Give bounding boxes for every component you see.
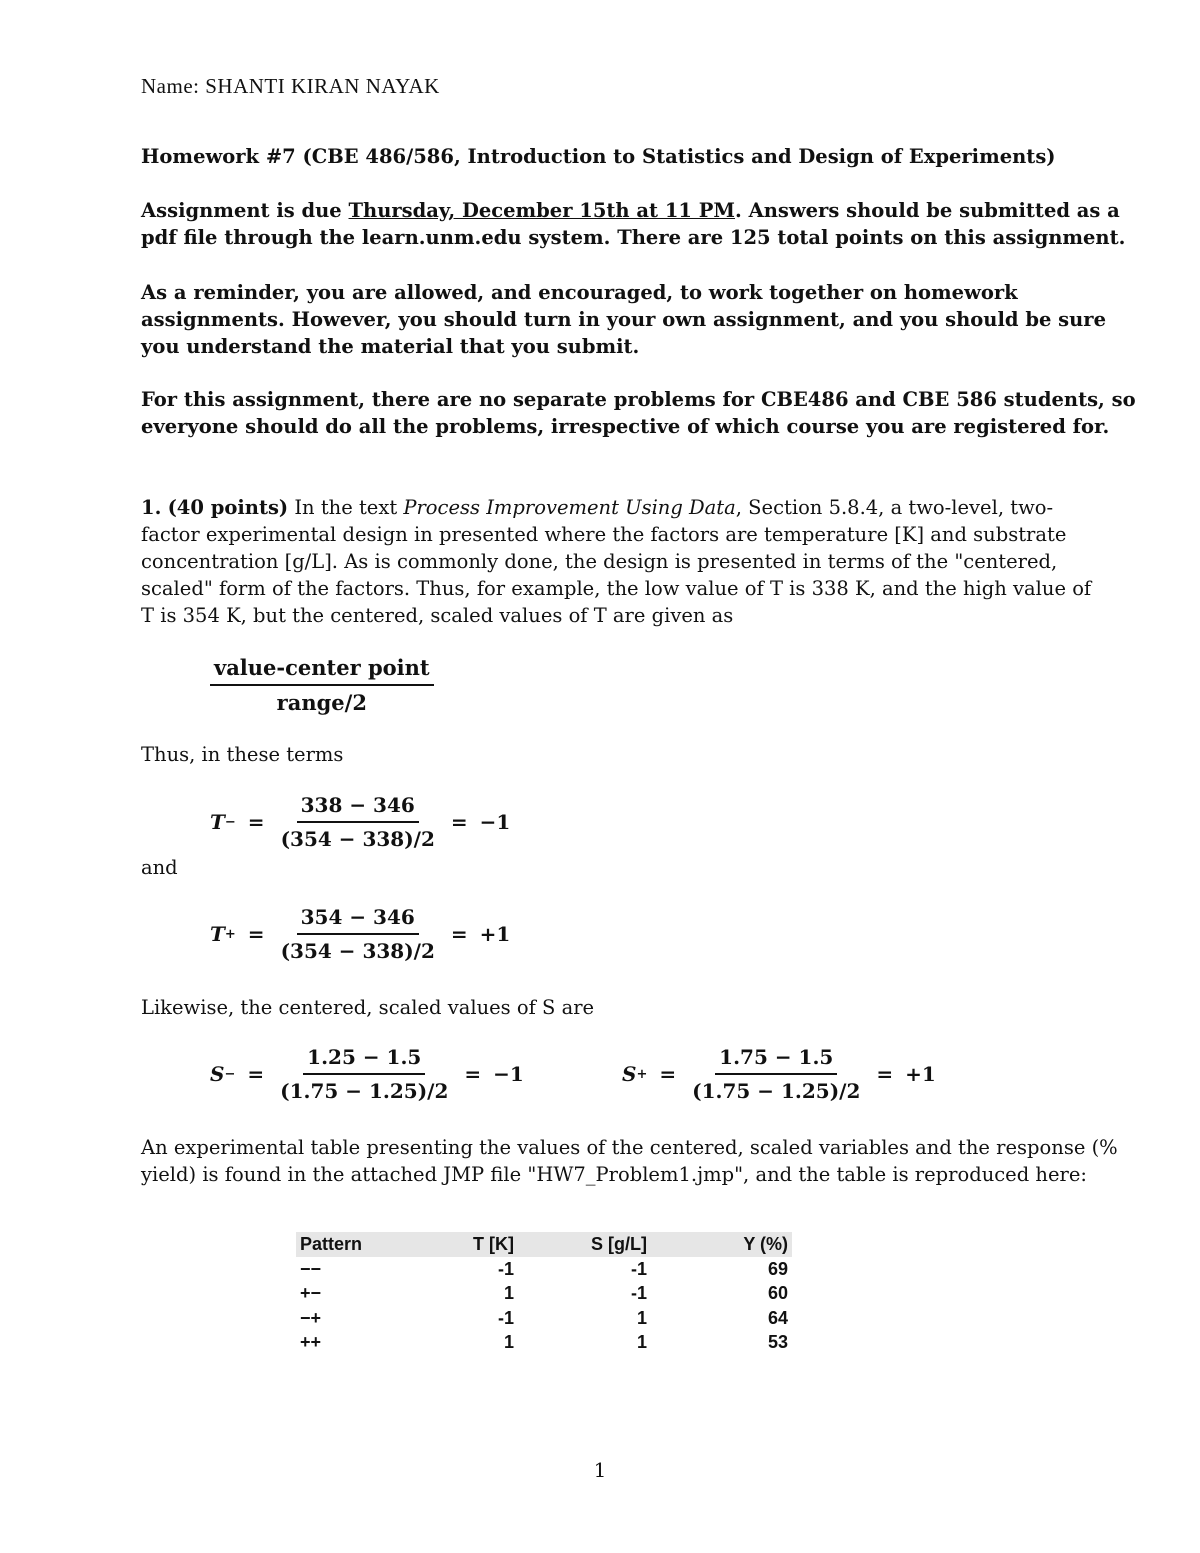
table-header-row <box>296 1232 792 1257</box>
table-row <box>296 1330 792 1355</box>
table-cell: 1 <box>503 1332 514 1352</box>
due-line-1 <box>141 197 1120 224</box>
eq-sub: − <box>224 1066 236 1082</box>
homework-title: Homework #7 (CBE 486/586, Introduction to Statistics and Design of Experiments) <box>141 145 1056 168</box>
eq-var: S <box>622 1062 637 1086</box>
problem1-text-b: , Section 5.8.4, a two-level, two- <box>735 496 1054 519</box>
eq-denominator: (1.75 − 1.25)/2 <box>280 1079 449 1103</box>
reminder-line-3: you understand the material that you submit. <box>141 335 640 358</box>
table-row <box>296 1306 792 1331</box>
eq-sub: + <box>224 926 236 942</box>
book-title: Process Improvement Using Data <box>403 496 736 519</box>
eq-denominator: (354 − 338)/2 <box>280 827 435 851</box>
formula-numerator: value-center point <box>210 655 434 686</box>
table-cell: 1 <box>636 1332 647 1352</box>
table-row <box>296 1281 792 1306</box>
eq-result: +1 <box>479 922 511 946</box>
eq-denominator: (354 − 338)/2 <box>280 939 435 963</box>
results-table <box>296 1232 792 1355</box>
due-prefix: Assignment is due <box>141 199 349 222</box>
table-cell: -1 <box>630 1283 647 1303</box>
table-row <box>296 1257 792 1282</box>
equation-t-minus: T − = $\frac{338 - 346}{(354 - 338)/2}$ = −1 <box>210 793 511 851</box>
table-header-cell: Pattern <box>296 1232 434 1257</box>
reminder-line-2: assignments. However, you should turn in your own assignment, and you should be sure <box>141 308 1106 331</box>
problem1-line-2: factor experimental design in presented where the factors are temperature [K] and substrate <box>141 523 1067 546</box>
page-number: 1 <box>593 1458 607 1482</box>
eq-numerator: 338 − 346 <box>297 793 419 823</box>
table-header-cell: Y (%) <box>651 1232 792 1257</box>
problem-points: (40 points) <box>167 496 289 519</box>
table-cell: 60 <box>767 1283 788 1303</box>
eq-numerator: 354 − 346 <box>297 905 419 935</box>
eq-result: −1 <box>493 1062 524 1086</box>
table-cell: 53 <box>767 1332 788 1352</box>
formula-denominator: range/2 <box>276 690 367 715</box>
student-name: Name: SHANTI KIRAN NAYAK <box>141 74 440 98</box>
note-line-2: everyone should do all the problems, irrespective of which course you are registered for. <box>141 415 1110 438</box>
eq-numerator: 1.75 − 1.5 <box>715 1045 837 1075</box>
problem1-text-a: In the text <box>288 496 404 519</box>
table-cell: -1 <box>630 1258 647 1279</box>
likewise-line: Likewise, the centered, scaled values of S are <box>141 996 595 1019</box>
table-header-cell: S [g/L] <box>518 1232 651 1257</box>
eq-sub: − <box>224 814 236 830</box>
eq-denominator: (1.75 − 1.25)/2 <box>692 1079 861 1103</box>
table-cell: 1 <box>503 1283 514 1303</box>
table-cell: -1 <box>497 1258 514 1279</box>
table-cell: 1 <box>636 1307 647 1328</box>
eq-var: T <box>210 922 225 946</box>
eq-var: T <box>210 810 225 834</box>
equation-s-minus: S − = $\frac{1.25 - 1.5}{(1.75 - 1.25)/2}$ = −1 <box>210 1045 524 1103</box>
thus-line: Thus, in these terms <box>141 743 344 766</box>
table-cell: ++ <box>300 1332 322 1352</box>
eq-result: −1 <box>479 810 511 834</box>
equation-t-plus: T + = $\frac{354 - 346}{(354 - 338)/2}$ = +1 <box>210 905 511 963</box>
due-line-2: pdf file through the learn.unm.edu system. There are 125 total points on this assignment. <box>141 226 1126 249</box>
due-date: Thursday, December 15th at 11 PM <box>348 199 735 222</box>
eq-result: +1 <box>905 1062 936 1086</box>
eq-sub: + <box>636 1066 648 1082</box>
due-suffix: . Answers should be submitted as a <box>735 199 1120 222</box>
problem1-line-1 <box>141 494 1053 521</box>
table-intro-line-1: An experimental table presenting the values of the centered, scaled variables and the response (% <box>141 1136 1118 1159</box>
table-cell: 64 <box>767 1307 788 1328</box>
problem-number: 1. <box>141 496 162 519</box>
eq-numerator: 1.25 − 1.5 <box>303 1045 425 1075</box>
note-line-1: For this assignment, there are no separate problems for CBE486 and CBE 586 students, so <box>141 388 1136 411</box>
scaling-formula <box>210 655 434 715</box>
table-cell: -1 <box>497 1307 514 1328</box>
problem1-line-5: T is 354 K, but the centered, scaled values of T are given as <box>141 604 734 627</box>
table-cell: −+ <box>300 1307 322 1328</box>
table-cell: −− <box>300 1258 322 1279</box>
reminder-line-1: As a reminder, you are allowed, and encouraged, to work together on homework <box>141 281 1018 304</box>
problem1-line-3: concentration [g/L]. As is commonly done, the design is presented in terms of the "centered, <box>141 550 1058 573</box>
equation-s-plus: S + = $\frac{1.75 - 1.5}{(1.75 - 1.25)/2}$ = +1 <box>622 1045 936 1103</box>
table-cell: +− <box>300 1283 322 1303</box>
table-cell: 69 <box>767 1258 788 1279</box>
problem1-line-4: scaled" form of the factors. Thus, for example, the low value of T is 338 K, and the high value of <box>141 577 1092 600</box>
table-header-cell: T [K] <box>434 1232 518 1257</box>
eq-var: S <box>210 1062 225 1086</box>
and-line: and <box>141 856 178 879</box>
table-intro-line-2: yield) is found in the attached JMP file "HW7_Problem1.jmp", and the table is reproduced here: <box>141 1163 1087 1186</box>
